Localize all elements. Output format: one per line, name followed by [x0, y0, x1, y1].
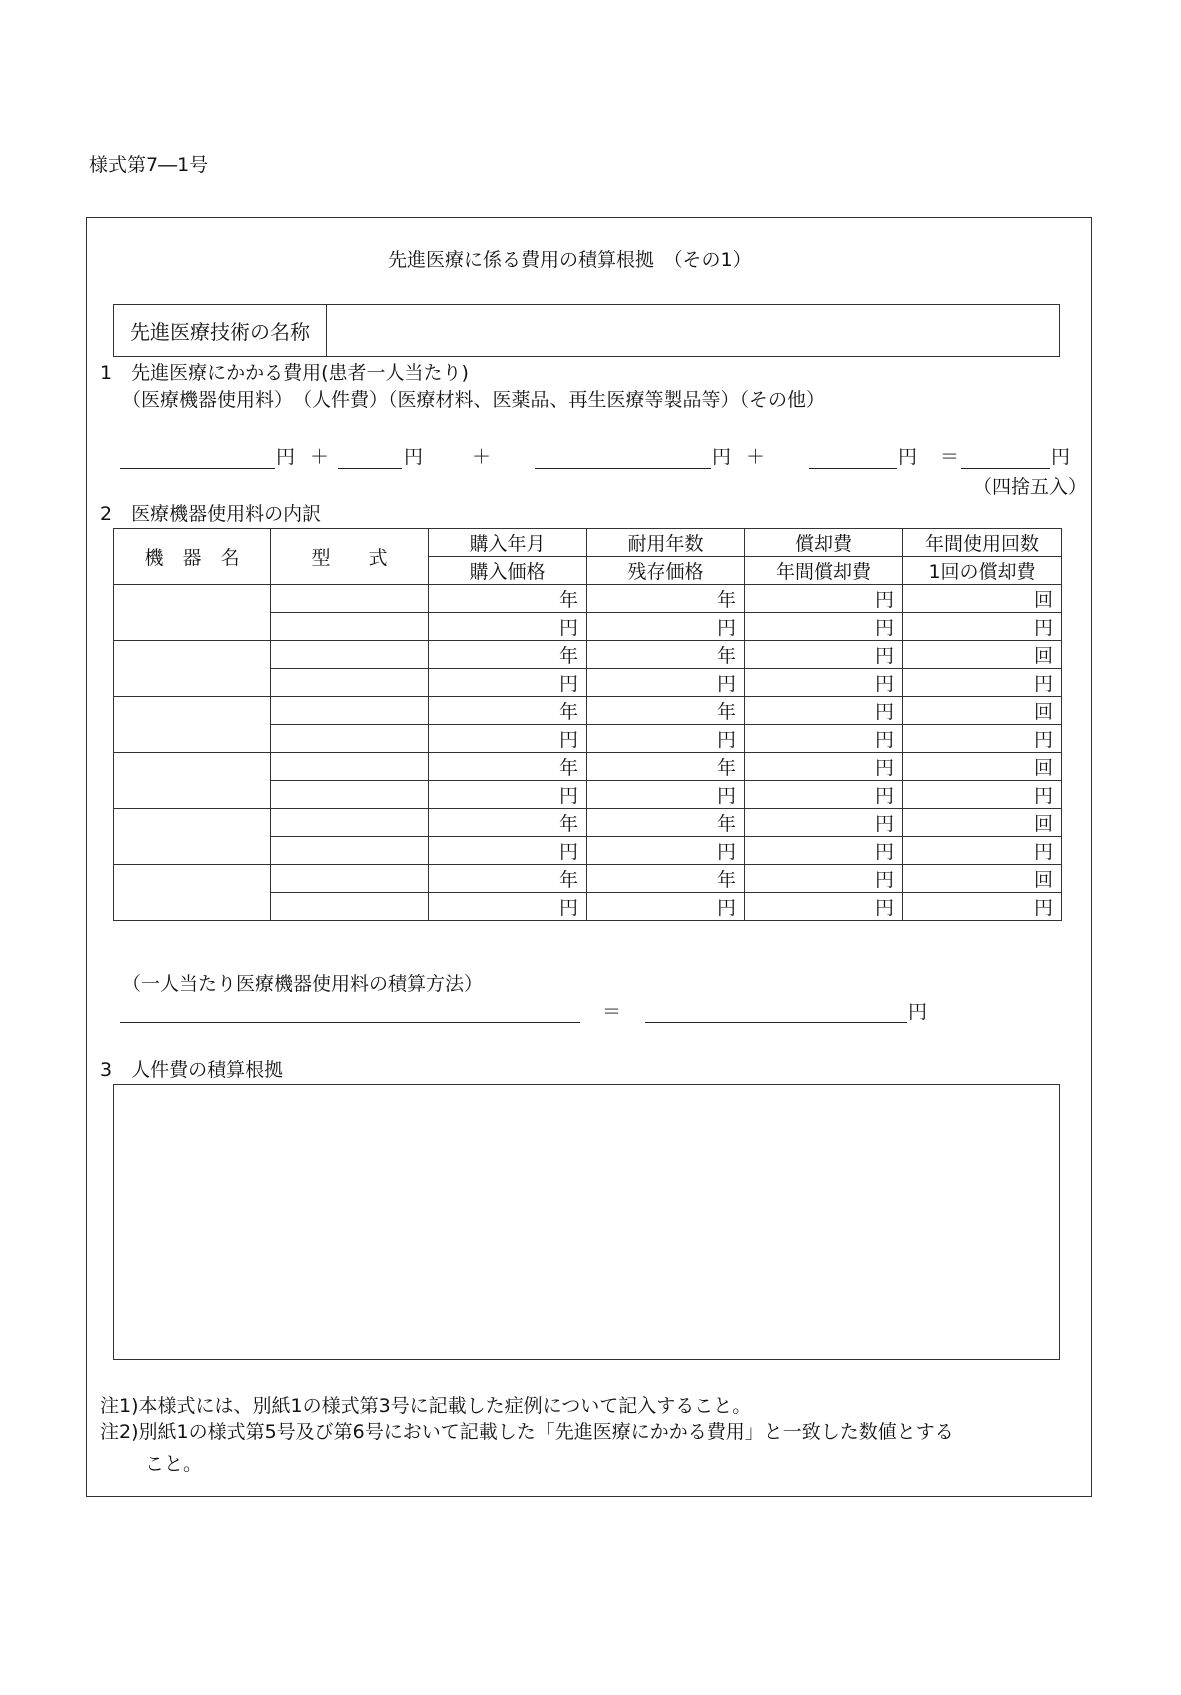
- residual-value-cell[interactable]: 円: [587, 781, 745, 809]
- yen-2: 円: [404, 446, 424, 468]
- personnel-fee-blank[interactable]: [338, 468, 402, 469]
- useful-life-cell[interactable]: 年: [587, 641, 745, 669]
- equipment-table: [113, 528, 1062, 921]
- tech-name-field[interactable]: [327, 305, 1059, 356]
- useful-life-cell[interactable]: 年: [587, 585, 745, 613]
- header-annual-uses: 年間使用回数: [903, 529, 1062, 557]
- purchase-price-cell[interactable]: 円: [429, 893, 587, 921]
- section3-heading: 3 人件費の積算根拠: [100, 1059, 284, 1081]
- plus-2: ＋: [472, 446, 492, 468]
- form-title: 先進医療に係る費用の積算根拠 （その1）: [388, 249, 752, 271]
- annual-uses-cell[interactable]: 回: [903, 585, 1062, 613]
- yen-1: 円: [276, 446, 296, 468]
- device-name-cell[interactable]: [114, 865, 271, 921]
- total-fee-blank[interactable]: [961, 468, 1050, 469]
- annual-uses-cell[interactable]: 回: [903, 641, 1062, 669]
- depreciation-cell[interactable]: 円: [745, 697, 903, 725]
- form-number: 様式第7―1号: [89, 154, 209, 176]
- model-cell-lower[interactable]: [271, 781, 429, 809]
- per-use-depreciation-cell[interactable]: 円: [903, 613, 1062, 641]
- calc-result-blank[interactable]: [645, 1022, 907, 1023]
- useful-life-cell[interactable]: 年: [587, 809, 745, 837]
- depreciation-cell[interactable]: 円: [745, 809, 903, 837]
- useful-life-cell[interactable]: 年: [587, 865, 745, 893]
- header-annual-depreciation: 年間償却費: [745, 557, 903, 585]
- other-fee-blank[interactable]: [809, 468, 897, 469]
- model-cell[interactable]: [271, 809, 429, 837]
- device-name-cell[interactable]: [114, 753, 271, 809]
- annual-uses-cell[interactable]: 回: [903, 697, 1062, 725]
- purchase-price-cell[interactable]: 円: [429, 837, 587, 865]
- section1-categories: （医療機器使用料） （人件費）（医療材料、医薬品、再生医療等製品等）（その他）: [122, 389, 826, 411]
- equipment-fee-blank[interactable]: [120, 468, 275, 469]
- model-cell[interactable]: [271, 753, 429, 781]
- residual-value-cell[interactable]: 円: [587, 725, 745, 753]
- plus-1: ＋: [310, 446, 330, 468]
- annual-uses-cell[interactable]: 回: [903, 753, 1062, 781]
- model-cell-lower[interactable]: [271, 837, 429, 865]
- per-use-depreciation-cell[interactable]: 円: [903, 837, 1062, 865]
- per-use-depreciation-cell[interactable]: 円: [903, 781, 1062, 809]
- model-cell[interactable]: [271, 865, 429, 893]
- annual-depreciation-cell[interactable]: 円: [745, 837, 903, 865]
- per-use-depreciation-cell[interactable]: 円: [903, 725, 1062, 753]
- device-name-cell[interactable]: [114, 809, 271, 865]
- annual-uses-cell[interactable]: 回: [903, 809, 1062, 837]
- purchase-price-cell[interactable]: 円: [429, 613, 587, 641]
- purchase-date-cell[interactable]: 年: [429, 697, 587, 725]
- section2-heading: 2 医療機器使用料の内訳: [100, 503, 322, 525]
- residual-value-cell[interactable]: 円: [587, 837, 745, 865]
- calc-method-label: （一人当たり医療機器使用料の積算方法）: [122, 973, 484, 995]
- header-purchase-date: 購入年月: [429, 529, 587, 557]
- useful-life-cell[interactable]: 年: [587, 753, 745, 781]
- tech-name-label: 先進医療技術の名称: [114, 305, 327, 356]
- purchase-date-cell[interactable]: 年: [429, 585, 587, 613]
- section1-heading: 1 先進医療にかかる費用(患者一人当たり): [100, 362, 469, 384]
- header-purchase-price: 購入価格: [429, 557, 587, 585]
- header-device-name: 機 器 名: [114, 529, 271, 585]
- annual-uses-cell[interactable]: 回: [903, 865, 1062, 893]
- purchase-date-cell[interactable]: 年: [429, 753, 587, 781]
- annual-depreciation-cell[interactable]: 円: [745, 669, 903, 697]
- model-cell-lower[interactable]: [271, 893, 429, 921]
- personnel-basis-box[interactable]: [113, 1084, 1060, 1360]
- purchase-price-cell[interactable]: 円: [429, 781, 587, 809]
- note-2-continuation: こと。: [145, 1453, 203, 1475]
- equals-sign: ＝: [940, 446, 960, 468]
- calc-equals: ＝: [602, 1001, 622, 1023]
- annual-depreciation-cell[interactable]: 円: [745, 725, 903, 753]
- header-useful-life: 耐用年数: [587, 529, 745, 557]
- annual-depreciation-cell[interactable]: 円: [745, 893, 903, 921]
- yen-4: 円: [898, 446, 918, 468]
- device-name-cell[interactable]: [114, 641, 271, 697]
- device-name-cell[interactable]: [114, 585, 271, 641]
- depreciation-cell[interactable]: 円: [745, 865, 903, 893]
- purchase-date-cell[interactable]: 年: [429, 865, 587, 893]
- residual-value-cell[interactable]: 円: [587, 893, 745, 921]
- model-cell[interactable]: [271, 641, 429, 669]
- rounding-note: （四捨五入）: [973, 476, 1088, 498]
- per-use-depreciation-cell[interactable]: 円: [903, 893, 1062, 921]
- purchase-date-cell[interactable]: 年: [429, 641, 587, 669]
- header-depreciation: 償却費: [745, 529, 903, 557]
- model-cell-lower[interactable]: [271, 613, 429, 641]
- depreciation-cell[interactable]: 円: [745, 641, 903, 669]
- model-cell[interactable]: [271, 585, 429, 613]
- tech-name-box: [113, 304, 1060, 357]
- model-cell-lower[interactable]: [271, 725, 429, 753]
- purchase-price-cell[interactable]: 円: [429, 725, 587, 753]
- purchase-date-cell[interactable]: 年: [429, 809, 587, 837]
- model-cell-lower[interactable]: [271, 669, 429, 697]
- header-residual-value: 残存価格: [587, 557, 745, 585]
- per-use-depreciation-cell[interactable]: 円: [903, 669, 1062, 697]
- yen-3: 円: [712, 446, 732, 468]
- materials-fee-blank[interactable]: [535, 468, 711, 469]
- plus-3: ＋: [746, 446, 766, 468]
- useful-life-cell[interactable]: 年: [587, 697, 745, 725]
- depreciation-cell[interactable]: 円: [745, 753, 903, 781]
- device-name-cell[interactable]: [114, 697, 271, 753]
- header-model: 型 式: [271, 529, 429, 585]
- note-1: 注1)本様式には、別紙1の様式第3号に記載した症例について記入すること。: [100, 1395, 752, 1417]
- header-per-use-depreciation: 1回の償却費: [903, 557, 1062, 585]
- depreciation-cell[interactable]: 円: [745, 585, 903, 613]
- purchase-price-cell[interactable]: 円: [429, 669, 587, 697]
- calc-method-blank[interactable]: [120, 1022, 580, 1023]
- residual-value-cell[interactable]: 円: [587, 669, 745, 697]
- annual-depreciation-cell[interactable]: 円: [745, 613, 903, 641]
- calc-yen: 円: [908, 1001, 928, 1023]
- annual-depreciation-cell[interactable]: 円: [745, 781, 903, 809]
- note-2: 注2)別紙1の様式第5号及び第6号において記載した「先進医療にかかる費用」と一致した数値とする: [100, 1421, 954, 1443]
- residual-value-cell[interactable]: 円: [587, 613, 745, 641]
- model-cell[interactable]: [271, 697, 429, 725]
- yen-5: 円: [1051, 446, 1071, 468]
